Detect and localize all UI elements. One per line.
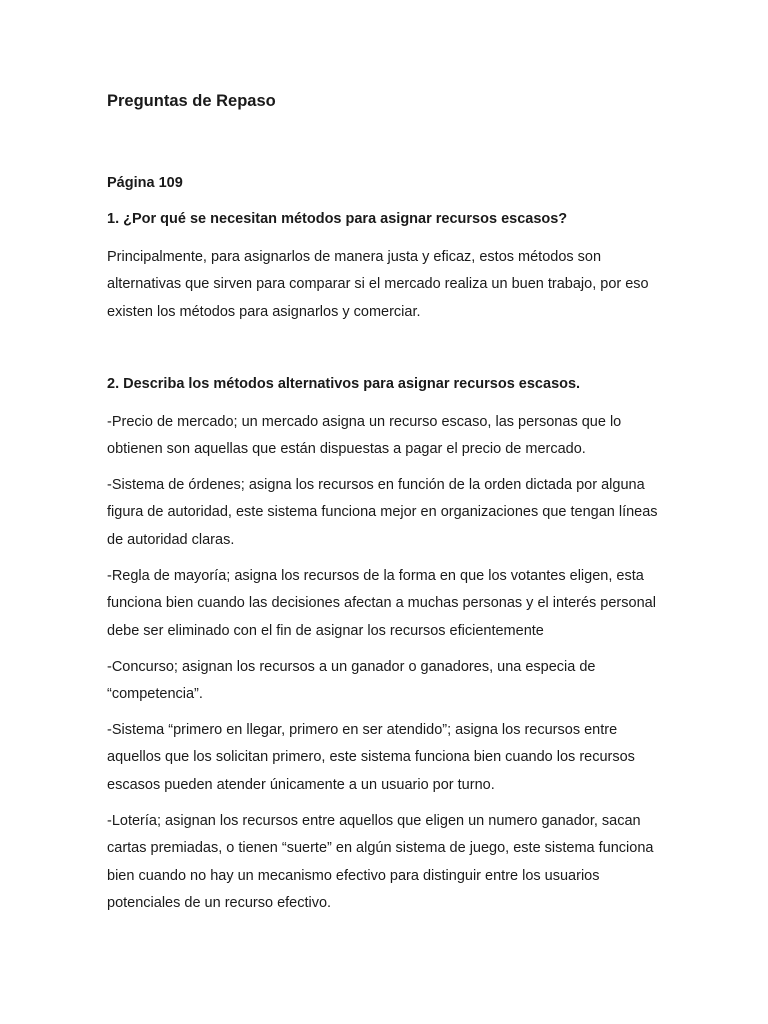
method-lottery: -Lotería; asignan los recursos entre aquellos que eligen un numero ganador, sacan cartas premiadas, o tienen “suerte” en algún sistema de juego, este sistema funciona bien cuando no hay un mecanismo efectivo para distinguir entre los usuarios potenciales de un recurso efectivo.	[107, 813, 654, 911]
page-number-label: Página 109	[107, 175, 183, 191]
method-command-system: -Sistema de órdenes; asigna los recursos en función de la orden dictada por alguna figura de autoridad, este sistema funciona mejor en organizaciones que tengan líneas de autoridad claras.	[107, 477, 658, 548]
question-2-heading: 2. Describa los métodos alternativos para asignar recursos escasos.	[107, 376, 581, 392]
method-contest: -Concurso; asignan los recursos a un ganador o ganadores, una especia de “competencia”.	[107, 659, 596, 703]
question-1-heading: 1. ¿Por qué se necesitan métodos para asignar recursos escasos?	[107, 211, 568, 227]
method-majority-rule: -Regla de mayoría; asigna los recursos de la forma en que los votantes eligen, esta funciona bien cuando las decisiones afectan a muchas personas y el interés personal debe ser eliminado con el fin de asignar los recursos eficientemente	[107, 568, 656, 639]
method-market-price: -Precio de mercado; un mercado asigna un recurso escaso, las personas que lo obtienen son aquellas que están dispuestas a pagar el precio de mercado.	[107, 414, 622, 458]
document-title: Preguntas de Repaso	[107, 92, 276, 110]
method-first-come-first-served: -Sistema “primero en llegar, primero en ser atendido”; asigna los recursos entre aquellos que los solicitan primero, este sistema funciona bien cuando los recursos escasos pueden atender únicamente a un usuario por turno.	[107, 722, 635, 793]
question-1-answer: Principalmente, para asignarlos de manera justa y eficaz, estos métodos son alternativas que sirven para comparar si el mercado realiza un buen trabajo, por eso existen los métodos para asignarlos y comerciar.	[107, 249, 649, 320]
